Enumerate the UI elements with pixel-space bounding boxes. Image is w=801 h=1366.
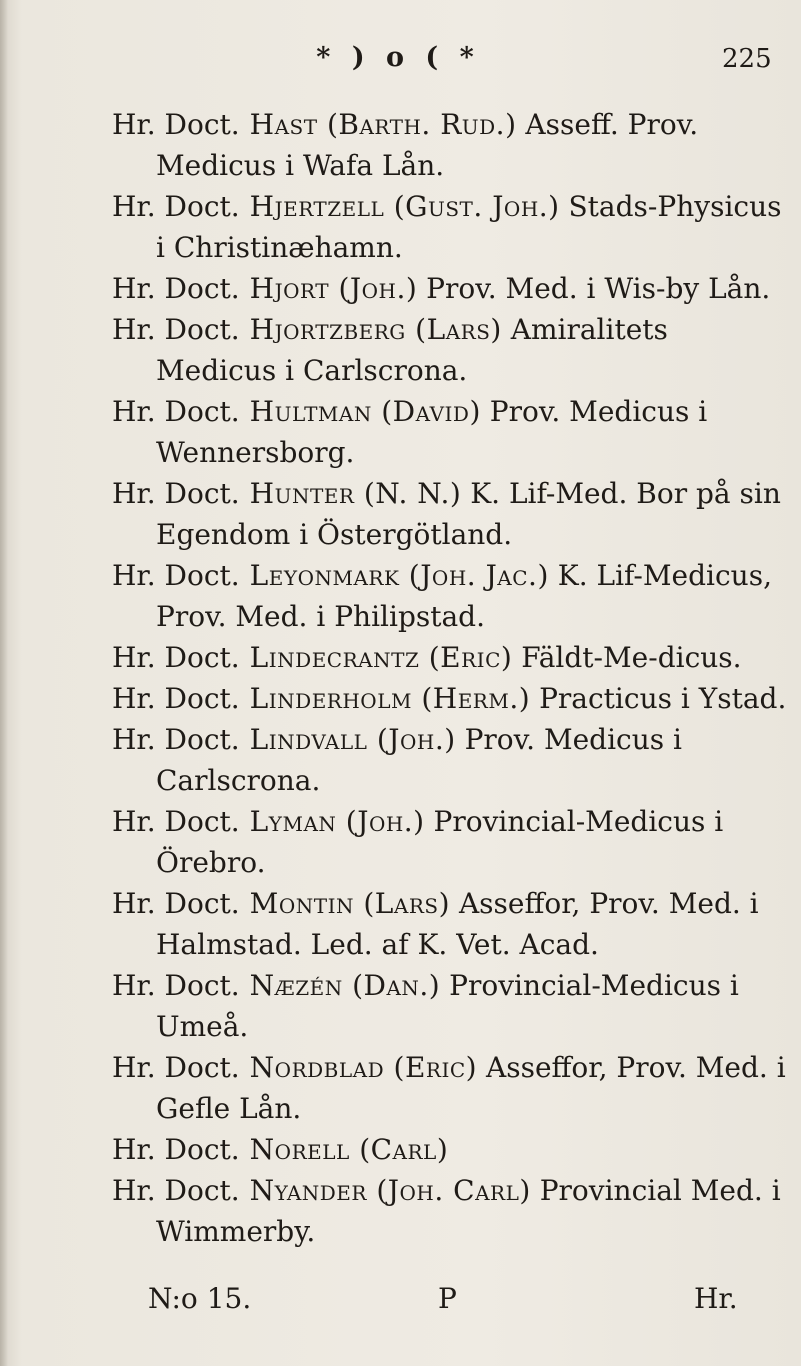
entry-list <box>112 104 792 1252</box>
entry-title: Hr. Doct. <box>112 969 240 1002</box>
entry-description: Asseffor, Prov. Med. i Gefle Lån. <box>156 1051 786 1125</box>
entry-title: Hr. Doct. <box>112 190 240 223</box>
entry-description: Prov. Medicus i Wennersborg. <box>156 395 708 469</box>
list-item <box>112 186 792 268</box>
list-item <box>112 678 792 719</box>
entry-description: Prov. Medicus i Carlscrona. <box>156 723 682 797</box>
entry-title: Hr. Doct. <box>112 723 240 756</box>
entry-name: Norell (Carl) <box>249 1133 449 1166</box>
page-footer <box>148 1282 788 1326</box>
page-gutter-shadow <box>0 0 8 1366</box>
gathering-mark: P <box>438 1282 457 1315</box>
entry-name: Hjortzberg (Lars) <box>249 313 502 346</box>
page-number: 225 <box>722 44 772 74</box>
entry-name: Nyander (Joh. Carl) <box>249 1174 531 1207</box>
entry-name: Leyonmark (Joh. Jac.) <box>249 559 549 592</box>
entry-description: Amiralitets Medicus i Carlscrona. <box>156 313 668 387</box>
list-item <box>112 965 792 1047</box>
entry-title: Hr. Doct. <box>112 108 240 141</box>
entry-description: Prov. Med. i Wis-by Lån. <box>426 272 771 305</box>
entry-description: Fäldt-Me-dicus. <box>521 641 742 674</box>
list-item <box>112 883 792 965</box>
entry-title: Hr. Doct. <box>112 887 240 920</box>
entry-description: Provincial Med. i Wimmerby. <box>156 1174 781 1248</box>
entry-name: Lindvall (Joh.) <box>249 723 456 756</box>
entry-title: Hr. Doct. <box>112 559 240 592</box>
list-item <box>112 1129 792 1170</box>
entry-name: Lindecrantz (Eric) <box>249 641 513 674</box>
entry-title: Hr. Doct. <box>112 1133 240 1166</box>
entry-description: Provincial-Medicus i Umeå. <box>156 969 739 1043</box>
list-item <box>112 1170 792 1252</box>
running-header <box>0 42 801 82</box>
entry-description: K. Lif-Med. Bor på sin Egendom i Östergötland. <box>156 477 781 551</box>
entry-name: Hjertzell (Gust. Joh.) <box>249 190 560 223</box>
catchword: Hr. <box>694 1282 738 1315</box>
entry-title: Hr. Doct. <box>112 395 240 428</box>
entry-name: Nordblad (Eric) <box>249 1051 478 1084</box>
list-item <box>112 391 792 473</box>
entry-title: Hr. Doct. <box>112 805 240 838</box>
entry-title: Hr. Doct. <box>112 1174 240 1207</box>
entry-title: Hr. Doct. <box>112 313 240 346</box>
entry-name: Hunter (N. N.) <box>249 477 462 510</box>
list-item <box>112 801 792 883</box>
entry-title: Hr. Doct. <box>112 682 240 715</box>
entry-name: Lyman (Joh.) <box>249 805 425 838</box>
entry-description: Stads-Physicus i Christinæhamn. <box>156 190 782 264</box>
entry-title: Hr. Doct. <box>112 1051 240 1084</box>
list-item <box>112 1047 792 1129</box>
entry-description: Provincial-Medicus i Örebro. <box>156 805 724 879</box>
entry-name: Linderholm (Herm.) <box>249 682 531 715</box>
header-ornament: * ) o ( * <box>316 42 480 73</box>
entry-title: Hr. Doct. <box>112 272 240 305</box>
entry-title: Hr. Doct. <box>112 641 240 674</box>
entry-description: Asseffor, Prov. Med. i Halmstad. Led. af K. Vet. Acad. <box>156 887 759 961</box>
entry-name: Næzén (Dan.) <box>249 969 441 1002</box>
entry-name: Hast (Barth. Rud.) <box>249 108 517 141</box>
list-item <box>112 555 792 637</box>
entry-description: Practicus i Ystad. <box>539 682 787 715</box>
entry-description: Asseff. Prov. Medicus i Wafa Lån. <box>156 108 699 182</box>
entry-title: Hr. Doct. <box>112 477 240 510</box>
signature-mark: N:o 15. <box>148 1282 252 1315</box>
list-item <box>112 309 792 391</box>
list-item <box>112 104 792 186</box>
list-item <box>112 473 792 555</box>
entry-description: K. Lif-Medicus, Prov. Med. i Philipstad. <box>156 559 772 633</box>
list-item <box>112 268 792 309</box>
entry-name: Hjort (Joh.) <box>249 272 418 305</box>
entry-name: Montin (Lars) <box>249 887 451 920</box>
entry-name: Hultman (David) <box>249 395 481 428</box>
list-item <box>112 637 792 678</box>
list-item <box>112 719 792 801</box>
